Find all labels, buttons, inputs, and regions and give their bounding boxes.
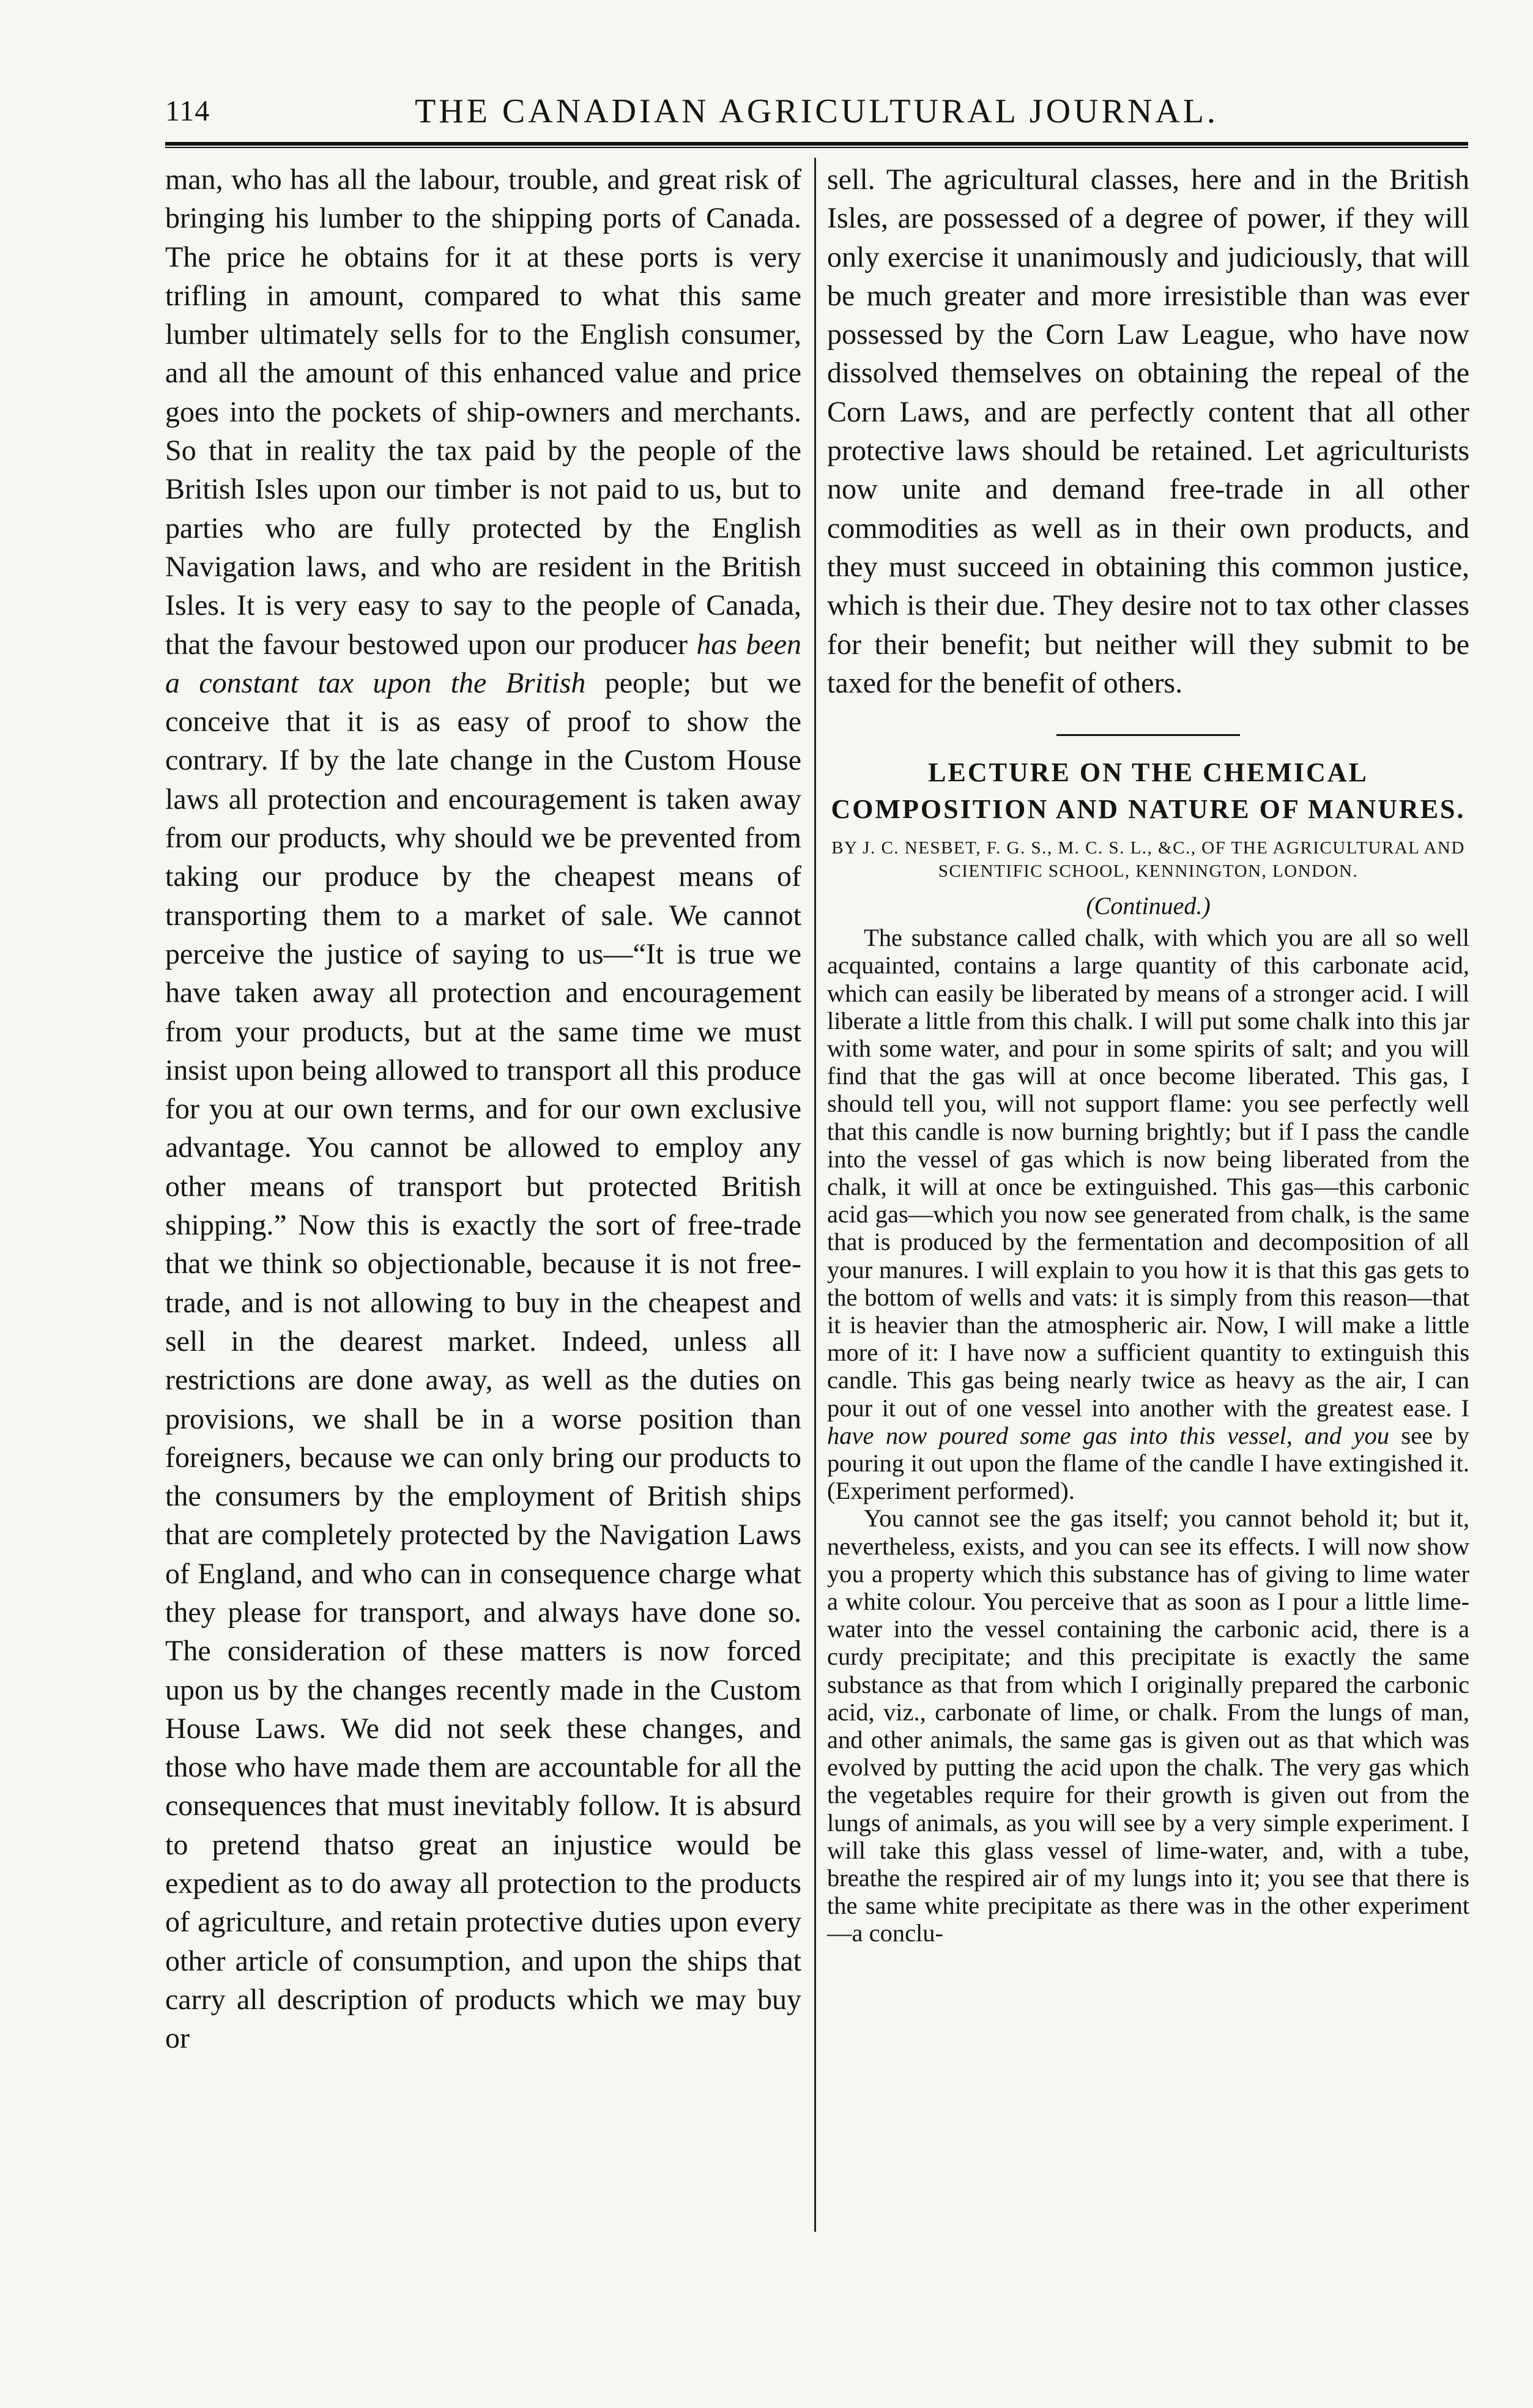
editorial-continuation: sell. The agricultural classes, here and in the British Isles, are possessed of a degree of power, if they will only exercise it unanimously and judiciously, that will be much greater and more irresistible than was ever possessed by the Corn Law League, who have now dissolved themselves on obtaining the repeal of the Corn Laws, and are perfectly content that all other protective laws should be retained. Let agriculturists now unite and demand free-trade in all other commodities as well as in their own products, and they must succeed in obtaining this common justice, which is their due. They desire not to tax other classes for their benefit; but neither will they submit to be taxed for the benefit of others.	[827, 163, 1469, 699]
article-byline: BY J. C. NESBET, F. G. S., M. C. S. L., &C., OF THE AGRICULTURAL AND SCIENTIFIC SCHOOL, KENNINGTON, LONDON.	[831, 838, 1465, 882]
article-paragraph: You cannot see the gas itself; you cannot behold it; but it, nevertheless, exists, and you can see its effects. I will now show you a property which this substance has of giving to lime water a white colour. You perceive that as soon as I pour a little lime-water into the vessel containing the carbonic acid, there is a curdy precipitate; and this precipitate is exactly the same substance as that from which I originally prepared the carbonic acid, viz., carbonate of lime, or chalk. From the lungs of man, and other animals, the same gas is given out as that which was evolved by putting the acid upon the chalk. The very gas which the vegetables require for their growth is given out from the lungs of animals, as you will see by a very simple experiment. I will take this glass vessel of lime-water, and, with a tube, breathe the respired air of my lungs into it; you see that there is the same white precipitate as there was in the other experiment—a conclu-	[827, 1504, 1469, 1947]
article-text-2: see by pouring it out upon the flame of the candle I have extingished it. (Experiment performed).	[827, 1421, 1469, 1505]
editorial-paragraph	[165, 160, 801, 2058]
page-number: 114	[165, 95, 210, 127]
article-text-1: The substance called chalk, with which you are all so well acquainted, contains a large quantity of this carbonate acid, which can easily be liberated by means of a stronger acid. I will liberate a little from this chalk. I will put some chalk into this jar with some water, and pour in some spirits of salt; and you will find that the gas will at once become liberated. This gas, I should tell you, will not support flame: you see perfectly well that this candle is now burning brightly; but if I pass the candle into the vessel of gas which is now being liberated from the chalk, it will at once be extinguished. This gas—this carbonic acid gas—which you now see generated from chalk, is the same that is produced by the fermentation and decomposition of all your manures. I will explain to you how it is that this gas gets to the bottom of wells and vats: it is simply from this reason—that it is heavier than the atmospheric air. Now, I will make a little more of it: I have now a sufficient quantity to extinguish this candle. This gas being nearly twice as heavy as the air, I can pour it out of one vessel into another with the greatest ease. I	[827, 924, 1469, 1422]
header-rule	[165, 142, 1468, 148]
right-column	[827, 160, 1469, 1947]
section-separator	[1056, 734, 1240, 736]
continued-note: (Continued.)	[1086, 892, 1211, 920]
page-header	[165, 84, 1468, 139]
running-title: THE CANADIAN AGRICULTURAL JOURNAL.	[415, 92, 1219, 130]
editorial-text-1: man, who has all the labour, trouble, and great risk of bringing his lumber to the shipping ports of Canada. The price he obtains for it at these ports is very trifling in amount, compared to what this same lumber ultimately sells for to the English consumer, and all the amount of this enhanced value and price goes into the pockets of ship-owners and merchants. So that in reality the tax paid by the people of the British Isles upon our timber is not paid to us, but to parties who are fully protected by the English Navigation laws, and who are resident in the British Isles. It is very easy to say to the people of Canada, that the favour bestowed upon our producer	[165, 163, 801, 661]
editorial-text-2: people; but we conceive that it is as easy of proof to show the contrary. If by the late change in the Custom House laws all protection and encouragement is taken away from our products, why should we be prevented from taking our produce by the cheapest means of transporting them to a market of sale. We cannot perceive the justice of saying to us—“It is true we have taken away all protection and encouragement from your products, but at the same time we must insist upon being allowed to transport all this produce for you at our own terms, and for our own exclusive advantage. You cannot be allowed to employ any other means of transport but protected British shipping.” Now this is exactly the sort of free-trade that we think so objectionable, because it is not free-trade, and is not allowing to buy in the cheapest and sell in the dearest market. Indeed, unless all restrictions are done away, as well as the duties on provisions, we shall be in a worse position than foreigners, because we can only bring our products to the consumers by the employment of British ships that are completely protected by the Navigation Laws of England, and who can in consequence charge what they please for transport, and always have done so. The consideration of these matters is now forced upon us by the changes recently made in the Custom House Laws. We did not seek these changes, and those who have made them are accountable for all the consequences that must inevitably follow. It is absurd to pretend thatso great an injustice would be expedient as to do away all protection to the products of agriculture, and retain protective duties upon every other article of consumption, and upon the ships that carry all description of products which we may buy or	[165, 666, 802, 2055]
article-title: LECTURE ON THE CHEMICAL COMPOSITION AND NATURE OF MANURES.	[831, 757, 1466, 825]
article-paragraph	[827, 924, 1469, 1504]
editorial-italic: has been a constant tax upon the British	[165, 628, 802, 699]
column-divider	[814, 158, 816, 2232]
article-italic: have now poured some gas into this vessel, and you	[827, 1421, 1389, 1449]
left-column	[165, 160, 801, 2058]
article-body	[827, 924, 1469, 1947]
